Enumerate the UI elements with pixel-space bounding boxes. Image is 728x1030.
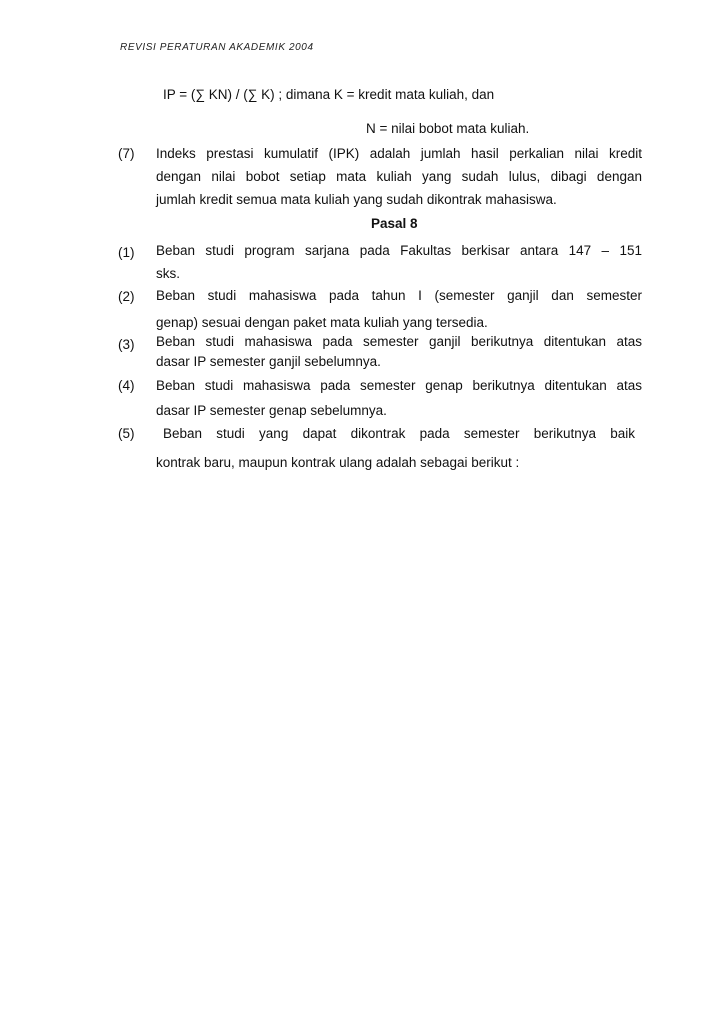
- item-number: (5): [118, 426, 135, 441]
- item-text-line: Beban studi yang dapat dikontrak pada semester berikutnya baik: [163, 426, 635, 441]
- formula-definition: N = nilai bobot mata kuliah.: [366, 121, 530, 136]
- item-text-line: Beban studi mahasiswa pada semester genap berikutnya ditentukan atas: [156, 378, 642, 393]
- item-text-line: kontrak baru, maupun kontrak ulang adalah sebagai berikut :: [156, 455, 520, 470]
- item-text-line: dasar IP semester genap sebelumnya.: [156, 403, 387, 418]
- item-text-line: Indeks prestasi kumulatif (IPK) adalah jumlah hasil perkalian nilai kredit: [156, 146, 642, 161]
- item-number: (3): [118, 337, 135, 352]
- formula-line: IP = (∑ KN) / (∑ K) ; dimana K = kredit mata kuliah, dan: [163, 87, 495, 102]
- item-text-line: Beban studi mahasiswa pada semester ganjil berikutnya ditentukan atas: [156, 334, 642, 349]
- item-number: (2): [118, 289, 135, 304]
- item-text-line: genap) sesuai dengan paket mata kuliah yang tersedia.: [156, 315, 488, 330]
- page-header: REVISI PERATURAN AKADEMIK 2004: [120, 42, 314, 53]
- section-heading: Pasal 8: [371, 216, 418, 231]
- item-text-line: dengan nilai bobot setiap mata kuliah yang sudah lulus, dibagi dengan: [156, 169, 642, 184]
- item-text-line: jumlah kredit semua mata kuliah yang sudah dikontrak mahasiswa.: [156, 192, 557, 207]
- item-text-line: dasar IP semester ganjil sebelumnya.: [156, 354, 381, 369]
- item-number: (7): [118, 146, 135, 161]
- item-text-line: Beban studi program sarjana pada Fakultas berkisar antara 147 – 151: [156, 243, 642, 258]
- item-text-line: Beban studi mahasiswa pada tahun I (semester ganjil dan semester: [156, 288, 642, 303]
- item-number: (1): [118, 245, 135, 260]
- item-number: (4): [118, 378, 135, 393]
- item-text-line: sks.: [156, 266, 181, 281]
